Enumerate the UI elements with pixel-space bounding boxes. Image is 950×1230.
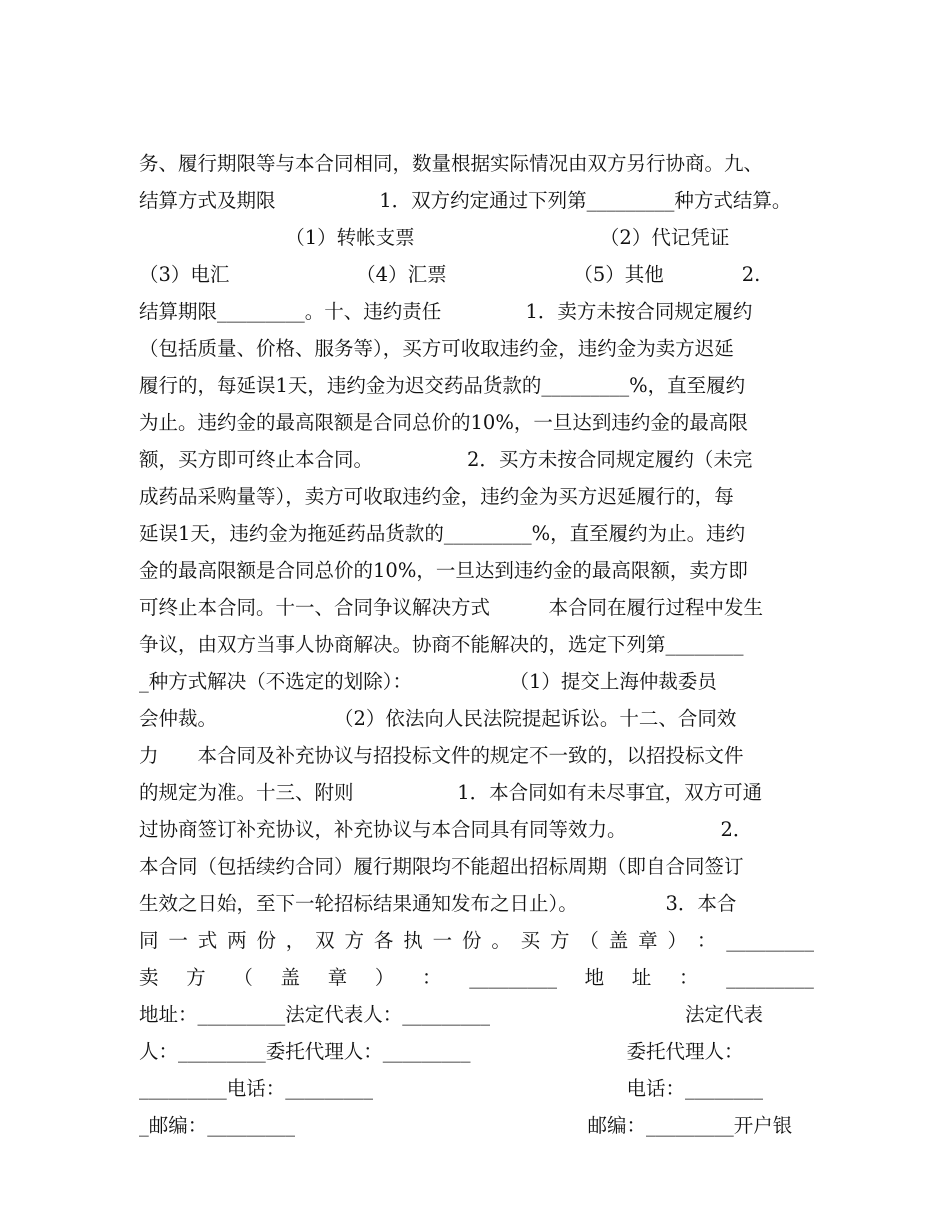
text-line: 履行的，每延误1天，违约金为迟交药品货款的_________%，直至履约 <box>139 374 746 397</box>
text-line: _________电话：_________ 电话：________ <box>139 1077 764 1100</box>
spaced-char: ： <box>678 966 699 989</box>
signature-line-seller <box>139 959 814 996</box>
spaced-char: 址 <box>631 966 652 989</box>
spaced-char: 方 <box>550 929 570 952</box>
text-line: 成药品采购量等），卖方可收取违约金，违约金为买方迟延履行的，每 <box>139 485 734 508</box>
spaced-char: ） <box>667 929 687 952</box>
spaced-char: 两 <box>227 929 247 952</box>
spaced-char: （ <box>579 929 599 952</box>
spaced-char: ， <box>285 929 306 952</box>
contract-text-block <box>139 145 814 1144</box>
spaced-char: 盖 <box>608 929 629 952</box>
spaced-char: 执 <box>403 929 423 952</box>
spaced-char: ： <box>422 966 442 989</box>
text-line: （3）电汇 （4）汇票 （5）其他 2. <box>139 263 761 286</box>
text-line: 生效之日始，至下一轮招标结果通知发布之日止）。 3．本合 <box>139 892 737 915</box>
text-line: 争议，由双方当事人协商解决。协商不能解决的，选定下列第________ <box>139 633 744 656</box>
spaced-char: 一 <box>168 929 188 952</box>
text-line: （1）转帐支票 （2）代记凭证 <box>139 226 730 249</box>
spaced-char: 章 <box>327 966 348 989</box>
text-line: 会仲裁。 （2）依法向人民法院提起诉讼。十二、合同效 <box>139 707 737 730</box>
spaced-char: 各 <box>373 929 394 952</box>
spaced-char: 式 <box>197 929 218 952</box>
text-line: 金的最高限额是合同总价的10%，一旦达到违约金的最高限额，卖方即 <box>139 559 748 582</box>
text-line: 地址：_________法定代表人：_________ 法定代表 <box>139 1003 764 1026</box>
spaced-char: 。 <box>491 929 511 952</box>
spaced-char: 份 <box>461 929 482 952</box>
spaced-char: 盖 <box>280 966 301 989</box>
spaced-char: 卖 <box>139 966 159 989</box>
spaced-char: 方 <box>186 966 206 989</box>
spaced-char: （ <box>233 966 253 989</box>
blank-underline: _________ <box>469 966 557 989</box>
spaced-char: 份 <box>256 929 276 952</box>
text-line: 的规定为准。十三、附则 1．本合同如有未尽事宜，双方可通 <box>139 781 763 804</box>
spaced-char: ） <box>374 966 395 989</box>
spaced-char: 章 <box>638 929 658 952</box>
text-line: （包括质量、价格、服务等），买方可收取违约金，违约金为卖方迟延 <box>139 337 734 360</box>
text-line: 延误1天，违约金为拖延药品货款的_________%，直至履约为止。违约 <box>139 522 746 545</box>
spaced-char: 双 <box>315 929 335 952</box>
text-line: 人：_________委托代理人：_________ 委托代理人： <box>139 1040 744 1063</box>
text-line: 可终止本合同。十一、合同争议解决方式 本合同在履行过程中发生 <box>139 596 764 619</box>
text-line: _邮编：_________ 邮编：_________开户银 <box>139 1114 793 1137</box>
text-line: 过协商签订补充协议，补充协议与本合同具有同等效力。 2． <box>139 818 753 841</box>
text-line: 力 本合同及补充协议与招投标文件的规定不一致的，以招投标文件 <box>139 744 744 767</box>
spaced-char: 方 <box>344 929 365 952</box>
text-line: 本合同（包括续约合同）履行期限均不能超出招标周期（即自合同签订 <box>139 855 744 878</box>
text-line: 结算方式及期限 1．双方约定通过下列第_________种方式结算。 <box>139 189 792 212</box>
text-line: 结算期限_________。十、违约责任 1．卖方未按合同规定履约 <box>139 300 753 323</box>
text-line: 额，买方即可终止本合同。 2．买方未按合同规定履约（未完 <box>139 448 753 471</box>
spaced-char: 一 <box>432 929 453 952</box>
text-line: 务、履行期限等与本合同相同，数量根据实际情况由双方另行协商。九、 <box>139 152 764 175</box>
text-line: _种方式解决（不选定的划除）： （1）提交上海仲裁委员 <box>139 670 717 693</box>
text-line: 为止。违约金的最高限额是合同总价的10%，一旦达到违约金的最高限 <box>139 411 748 434</box>
spaced-char: 地 <box>584 966 605 989</box>
blank-underline: _________ <box>726 966 814 989</box>
signature-line-buyer <box>139 922 814 959</box>
spaced-char: 买 <box>520 929 541 952</box>
blank-underline: _________ <box>726 929 814 952</box>
spaced-char: ： <box>696 929 717 952</box>
spaced-char: 同 <box>139 929 159 952</box>
